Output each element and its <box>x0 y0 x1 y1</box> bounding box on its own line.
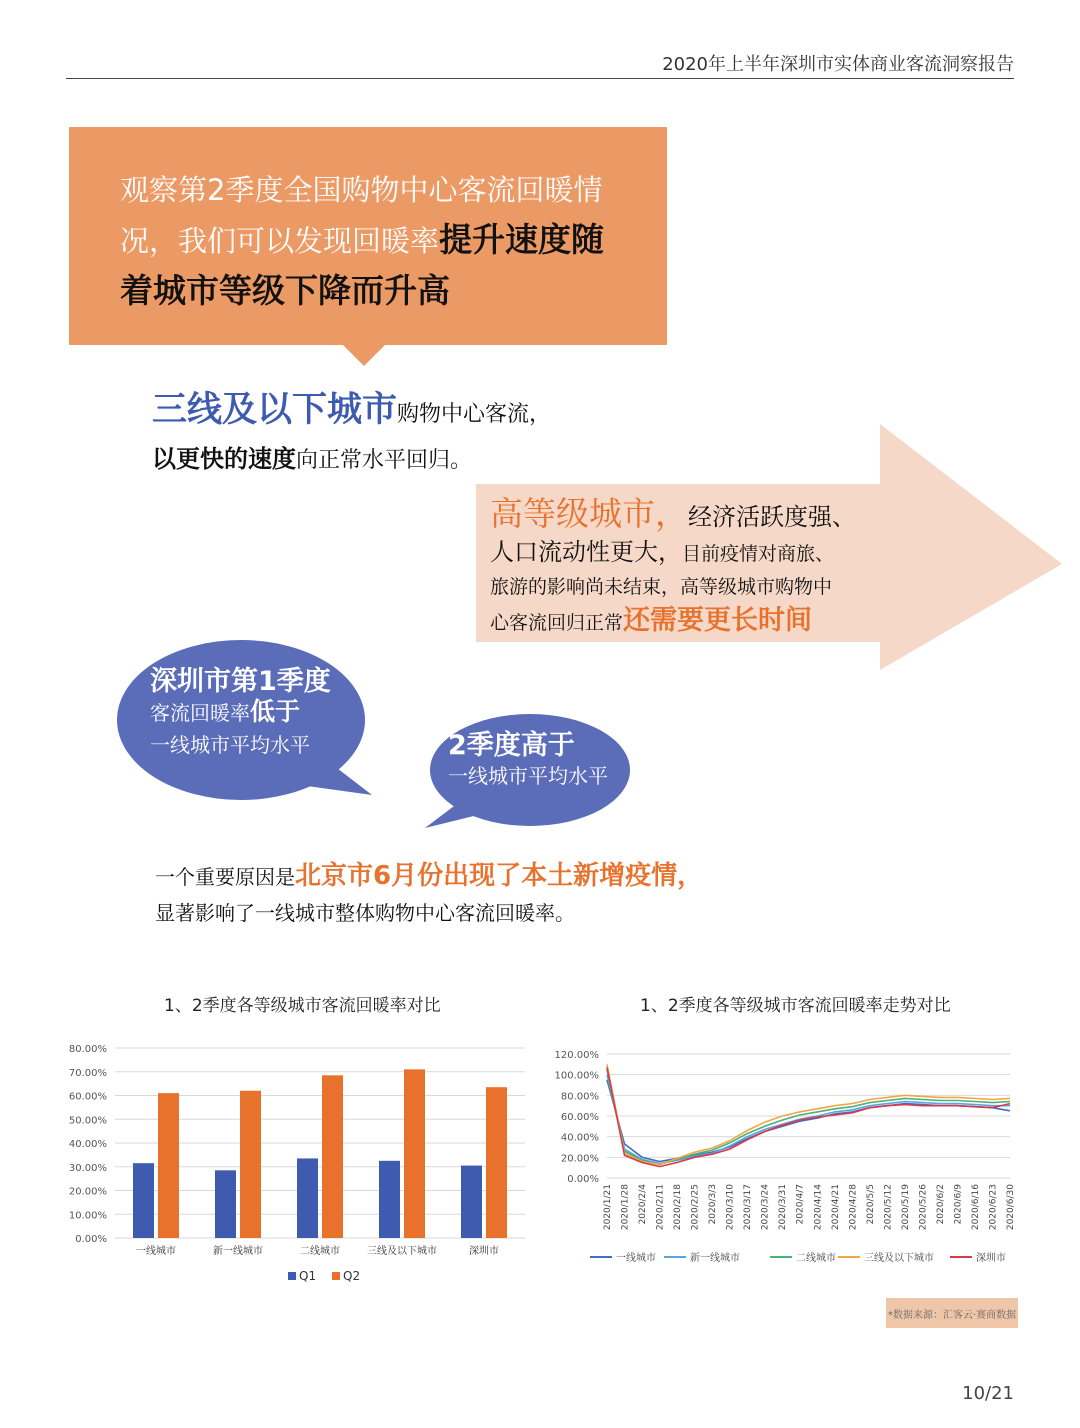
line-x-tick-label: 2020/3/31 <box>778 1184 789 1231</box>
line-x-tick-label: 2020/4/14 <box>813 1184 824 1231</box>
line-x-tick-label: 2020/5/5 <box>865 1184 876 1225</box>
bubble-1-s1b: 低于 <box>250 697 301 726</box>
high-tier-line-3: 旅游的影响尚未结束，高等级城市购物中 <box>490 576 833 598</box>
high-tier-b: 人口流动性更大， <box>490 538 682 566</box>
callout-line-2b: 提升速度随 <box>439 220 605 259</box>
tier3-line-2b: 向正常水平回归。 <box>296 448 473 473</box>
line-x-tick-label: 2020/4/7 <box>795 1184 806 1225</box>
line-legend-label: 新一线城市 <box>690 1253 740 1264</box>
high-tier-a: 经济活跃度强、 <box>688 503 856 531</box>
bar-q1 <box>133 1163 154 1238</box>
bar-x-tick-label: 三线及以下城市 <box>367 1246 437 1257</box>
line-x-tick-label: 2020/6/9 <box>953 1184 964 1225</box>
high-tier-highlight: 高等级城市， <box>490 494 688 533</box>
bar-q1 <box>379 1161 400 1238</box>
line-x-tick-label: 2020/2/11 <box>655 1184 666 1231</box>
high-tier-c: 目前疫情对商旅、 <box>682 543 835 565</box>
data-source-text: *数据来源：汇客云·赛商数据 <box>888 1310 1017 1321</box>
bubble-2-s1: 一线城市平均水平 <box>448 764 608 788</box>
bar-q2 <box>404 1069 425 1238</box>
line-x-tick-label: 2020/2/25 <box>690 1184 701 1231</box>
bar-y-tick-label: 80.00% <box>68 1044 107 1055</box>
bar-q1 <box>215 1170 236 1238</box>
line-x-tick-label: 2020/3/10 <box>725 1184 736 1231</box>
bar-q2 <box>486 1087 507 1238</box>
bar-y-tick-label: 40.00% <box>68 1139 107 1150</box>
bar-x-tick-label: 新一线城市 <box>213 1246 263 1257</box>
legend-label-q2: Q2 <box>343 1269 361 1283</box>
bubble-2-title: 2季度高于 <box>448 730 575 761</box>
line-x-tick-label: 2020/3/24 <box>760 1184 771 1231</box>
bubble-1-title: 深圳市第1季度 <box>150 666 331 697</box>
bar-q2 <box>158 1093 179 1238</box>
bar-q1 <box>297 1158 318 1238</box>
reason-line-2: 显著影响了一线城市整体购物中心客流回暖率。 <box>155 901 575 925</box>
line-legend-label: 二线城市 <box>796 1253 836 1264</box>
bar-y-tick-label: 60.00% <box>68 1091 107 1103</box>
line-y-tick-label: 40.00% <box>560 1132 599 1144</box>
line-y-tick-label: 120.00% <box>554 1050 599 1061</box>
line-y-tick-label: 80.00% <box>560 1091 599 1103</box>
bar-y-tick-label: 0.00% <box>75 1234 107 1245</box>
bubble-1-s1: 客流回暖率 <box>150 701 250 725</box>
line-y-tick-label: 60.00% <box>560 1112 599 1123</box>
line-legend-label: 一线城市 <box>616 1253 656 1264</box>
line-x-tick-label: 2020/5/12 <box>883 1184 894 1231</box>
line-x-tick-label: 2020/4/28 <box>848 1184 859 1231</box>
line-legend-label: 深圳市 <box>976 1253 1006 1264</box>
bar-q1 <box>461 1166 482 1238</box>
line-x-tick-label: 2020/6/23 <box>988 1184 999 1231</box>
line-series <box>607 1080 1010 1162</box>
bar-x-tick-label: 二线城市 <box>300 1246 340 1257</box>
reason-a: 一个重要原因是 <box>155 865 295 889</box>
report-title: 2020年上半年深圳市实体商业客流洞察报告 <box>662 54 1014 75</box>
bar-y-tick-label: 50.00% <box>68 1115 107 1127</box>
line-y-tick-label: 20.00% <box>560 1153 599 1165</box>
line-x-tick-label: 2020/3/3 <box>708 1184 719 1225</box>
line-x-tick-label: 2020/3/17 <box>743 1184 754 1231</box>
bubble-1-text <box>150 667 331 760</box>
line-x-tick-label: 2020/6/2 <box>935 1184 946 1225</box>
callout-line-2a: 况，我们可以发现回暖率 <box>120 224 440 258</box>
legend-label-q1: Q1 <box>299 1269 317 1283</box>
line-chart-title: 1、2季度各等级城市客流回暖率走势对比 <box>640 996 951 1016</box>
high-tier-f: 还需要更长时间 <box>623 605 813 636</box>
bar-chart-title: 1、2季度各等级城市客流回暖率对比 <box>164 996 441 1016</box>
reason-line-1 <box>155 858 703 895</box>
legend-swatch-q2 <box>332 1272 340 1280</box>
line-x-tick-label: 2020/1/28 <box>620 1184 631 1231</box>
line-y-tick-label: 0.00% <box>567 1174 599 1185</box>
bar-x-tick-label: 一线城市 <box>136 1246 176 1257</box>
bar-y-tick-label: 70.00% <box>68 1067 107 1079</box>
data-source-note <box>886 1298 1018 1328</box>
bar-y-tick-label: 20.00% <box>68 1186 107 1198</box>
line-x-tick-label: 2020/6/30 <box>1006 1184 1016 1231</box>
line-x-tick-label: 2020/5/26 <box>918 1184 929 1231</box>
tier3-rest: 购物中心客流， <box>397 402 552 427</box>
bar-y-tick-label: 10.00% <box>68 1210 107 1222</box>
line-series <box>607 1064 1010 1164</box>
high-tier-e: 心客流回归正常 <box>490 612 624 634</box>
line-chart <box>545 1040 1025 1280</box>
line-x-tick-label: 2020/2/18 <box>673 1184 684 1231</box>
callout-line-3-text: 着城市等级下降而升高 <box>120 271 450 310</box>
bubble-1-line-2 <box>150 697 331 730</box>
bubble-1-s2: 一线城市平均水平 <box>150 733 310 757</box>
reason-text <box>155 858 703 931</box>
tier3-highlight: 三线及以下城市 <box>152 390 398 430</box>
bar-chart <box>60 1030 540 1295</box>
line-legend-label: 三线及以下城市 <box>864 1253 934 1264</box>
bar-y-tick-label: 30.00% <box>68 1162 107 1174</box>
line-x-tick-label: 2020/1/21 <box>603 1184 613 1231</box>
bar-q2 <box>240 1091 261 1238</box>
line-x-tick-label: 2020/2/4 <box>638 1184 649 1225</box>
line-x-tick-label: 2020/4/21 <box>830 1184 841 1231</box>
line-x-tick-label: 2020/6/16 <box>970 1184 981 1231</box>
callout-line-1: 观察第2季度全国购物中心客流回暖情 <box>120 173 603 207</box>
bar-x-tick-label: 深圳市 <box>469 1246 499 1257</box>
reason-highlight: 北京市6月份出现了本土新增疫情， <box>295 861 704 891</box>
tier3-line-2a: 以更快的速度 <box>152 445 296 473</box>
legend-swatch-q1 <box>288 1272 296 1280</box>
bubble-2-text <box>448 731 608 791</box>
bar-q2 <box>322 1075 343 1238</box>
line-x-tick-label: 2020/5/19 <box>900 1184 911 1231</box>
line-y-tick-label: 100.00% <box>554 1070 599 1082</box>
page-number: 10/21 <box>962 1383 1014 1404</box>
